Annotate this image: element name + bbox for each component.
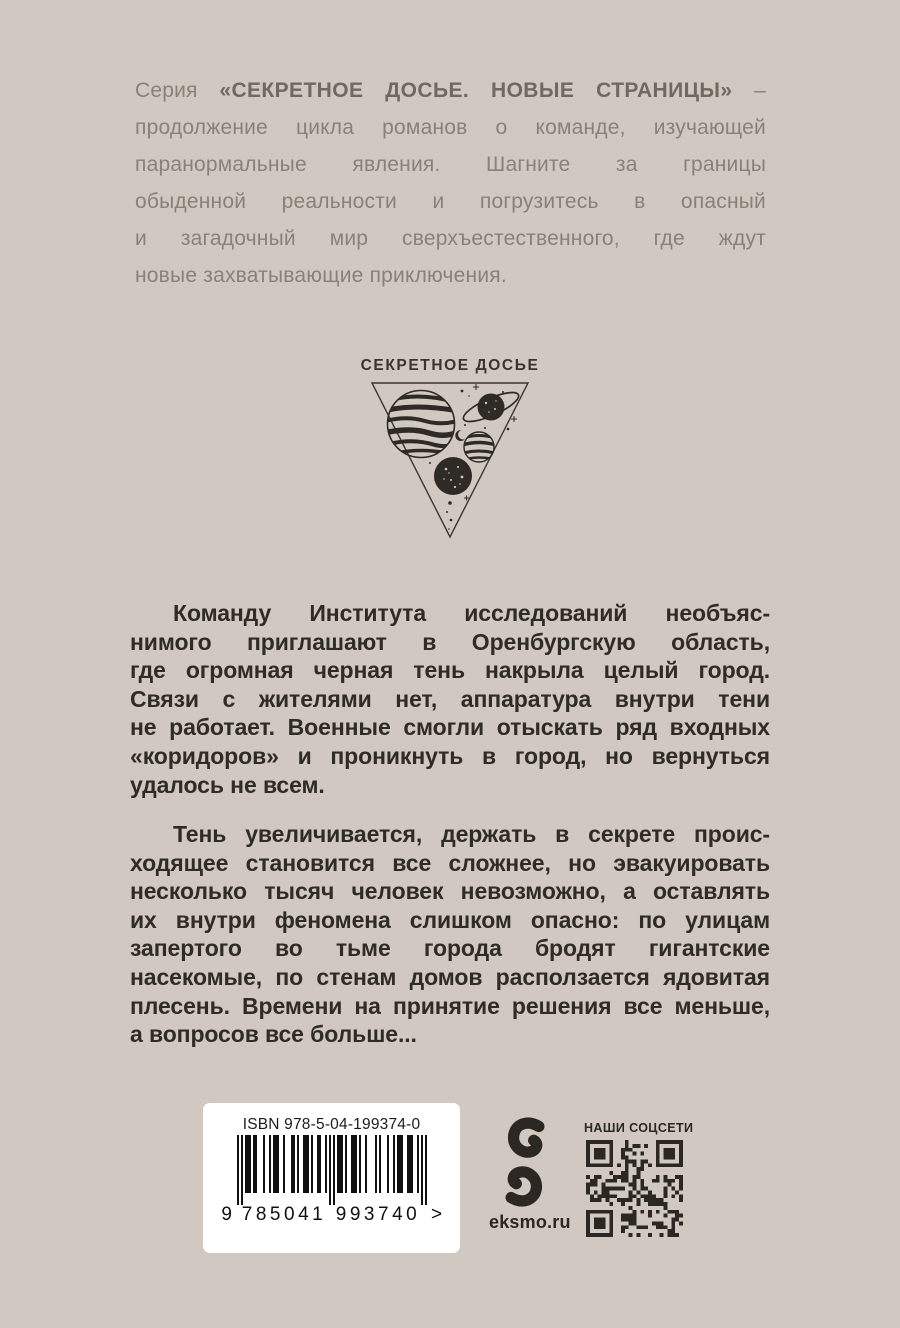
text-line: и загадочный мир сверхъестественного, где ждут (135, 227, 766, 250)
social-title: НАШИ СОЦСЕТИ (584, 1121, 694, 1135)
series-logo-illustration (365, 379, 535, 544)
synopsis-paragraph-2 (130, 820, 770, 1049)
text-line: паранормальные явления. Шагните за границы (135, 153, 766, 176)
isbn-number: ISBN 978-5-04-199374-0 (242, 1116, 421, 1133)
text-line: Команду Института исследований необъяс- (173, 600, 770, 626)
social-block (584, 1121, 694, 1242)
text-line: плесень. Времени на принятие решения все меньше, (130, 992, 770, 1019)
striped-planet-icon (382, 391, 460, 458)
svg-text:993740: 993740 (335, 1204, 420, 1223)
text-line: насекомые, по стенам домов расползается ядовитая (130, 963, 770, 990)
text-line: Связи с жителями нет, аппаратура внутри тени (130, 685, 770, 712)
publisher-site: eksmo.ru (489, 1212, 571, 1232)
speckled-moon-icon (434, 457, 472, 495)
svg-text:>: > (430, 1204, 442, 1223)
text-line: не работает. Военные смогли отыскать ряд входных (130, 714, 770, 741)
text-line: их внутри феномена слишком опасно: по улицам (130, 906, 770, 933)
publisher-block (489, 1117, 571, 1233)
saturn-icon (460, 387, 522, 427)
text-line: несколько тысяч человек невозможно, а оставлять (130, 878, 770, 905)
text-line: а вопросов все больше... (130, 1021, 417, 1048)
text-line: Серия «СЕКРЕТНОЕ ДОСЬЕ. НОВЫЕ СТРАНИЦЫ» – (135, 79, 767, 102)
crescent-icon (455, 430, 465, 441)
synopsis-paragraph-1 (130, 599, 770, 799)
ean13-barcode (219, 1135, 445, 1223)
text-line: новые захватывающие приключения. (135, 264, 507, 287)
series-logo-title: СЕКРЕТНОЕ ДОСЬЕ (360, 357, 540, 374)
text-line: удалось не всем. (130, 771, 325, 798)
text-line: нимого приглашают в Оренбургскую область, (130, 628, 770, 655)
text-line: где огромная черная тень накрыла целый город. (130, 657, 770, 684)
text-line: запертого во тьме города бродят гигантские (130, 935, 770, 962)
text-line: ходящее становится все сложнее, но эвакуировать (130, 849, 770, 876)
series-blurb (135, 72, 766, 294)
text-line: продолжение цикла романов о команде, изучающей (135, 116, 766, 139)
isbn-barcode-box (203, 1103, 460, 1253)
text-line: Тень увеличивается, держать в секрете проис- (173, 821, 770, 847)
svg-text:785041: 785041 (241, 1204, 326, 1223)
eksmo-logo-icon (499, 1117, 551, 1207)
text-line: обыденной реальности и погрузитесь в опасный (135, 190, 766, 213)
qr-code (586, 1140, 683, 1237)
svg-text:9: 9 (220, 1204, 232, 1223)
text-line: «коридоров» и проникнуть в город, но вернуться (130, 742, 770, 769)
